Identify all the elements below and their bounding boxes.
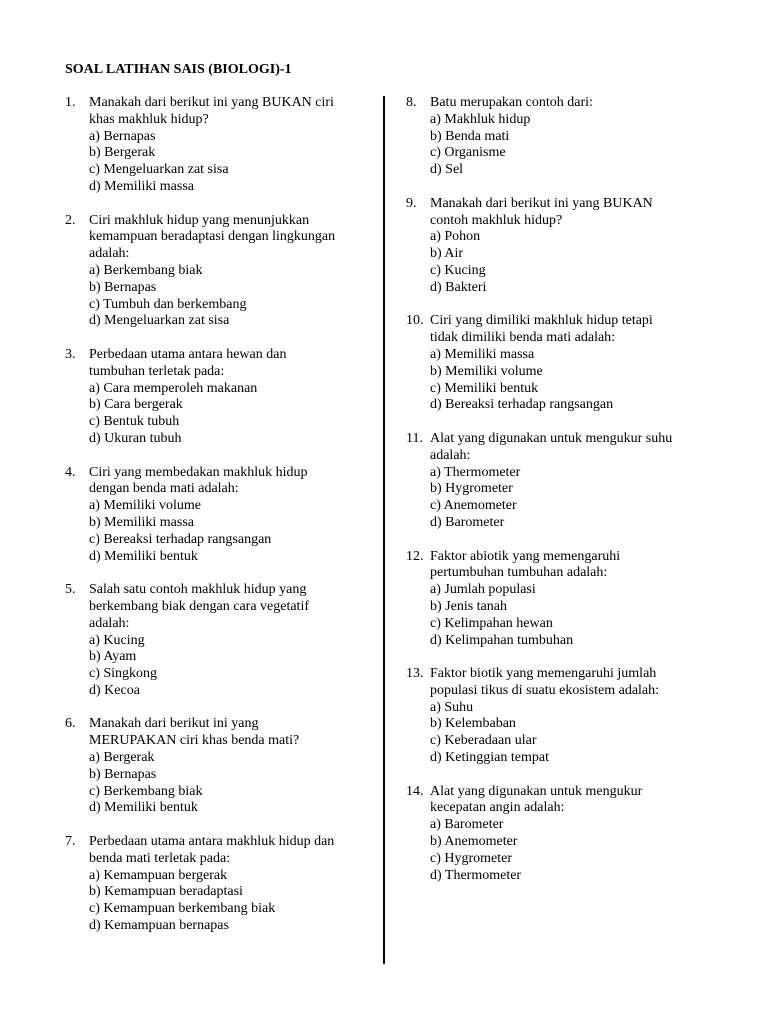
answer-option: c) Kucing: [430, 262, 486, 278]
answer-option: b) Cara bergerak: [89, 397, 183, 413]
question-number: 14.: [406, 783, 424, 799]
answer-option: c) Singkong: [89, 666, 158, 682]
answer-option: d) Kemampuan bernapas: [89, 918, 229, 934]
answer-option: d) Memiliki massa: [89, 178, 194, 194]
question-text: adalah:: [89, 615, 130, 631]
answer-option: b) Jenis tanah: [430, 598, 507, 614]
question-text: benda mati terletak pada:: [89, 850, 231, 866]
answer-option: b) Bergerak: [89, 145, 156, 161]
answer-option: d) Ketinggian tempat: [430, 750, 549, 766]
answer-option: d) Thermometer: [430, 867, 522, 883]
answer-option: a) Bernapas: [89, 128, 156, 144]
answer-option: c) Tumbuh dan berkembang: [89, 296, 247, 312]
question-item: [406, 784, 706, 885]
question-item: [65, 95, 370, 196]
question-text: Manakah dari berikut ini yang BUKAN ciri: [89, 95, 334, 110]
answer-option: b) Benda mati: [430, 128, 510, 144]
answer-option: a) Bergerak: [89, 750, 155, 766]
question-text: Salah satu contoh makhluk hidup yang: [89, 582, 307, 598]
right-column: [406, 95, 706, 901]
answer-option: d) Memiliki bentuk: [89, 548, 198, 564]
question-item: [406, 666, 706, 767]
question-text: contoh makhluk hidup?: [430, 212, 563, 228]
answer-option: a) Kucing: [89, 632, 145, 648]
question-text: populasi tikus di suatu ekosistem adalah:: [430, 682, 660, 698]
question-item: [65, 347, 370, 448]
answer-option: a) Pohon: [430, 229, 481, 245]
question-text: Alat yang digunakan untuk mengukur: [430, 783, 643, 799]
column-divider: [383, 96, 385, 964]
answer-option: c) Bentuk tubuh: [89, 414, 180, 430]
question-number: 1.: [65, 95, 76, 110]
answer-option: d) Bakteri: [430, 279, 487, 295]
answer-option: b) Hygrometer: [430, 481, 513, 497]
question-item: [406, 95, 706, 179]
question-number: 6.: [65, 716, 76, 732]
answer-option: a) Jumlah populasi: [430, 582, 536, 598]
answer-option: d) Bereaksi terhadap rangsangan: [430, 397, 614, 413]
question-item: [406, 549, 706, 650]
question-item: [406, 196, 706, 297]
answer-option: a) Suhu: [430, 699, 474, 715]
answer-option: b) Bernapas: [89, 279, 157, 295]
answer-option: d) Barometer: [430, 514, 505, 530]
question-text: Alat yang digunakan untuk mengukur suhu: [430, 430, 673, 446]
answer-option: d) Kelimpahan tumbuhan: [430, 632, 574, 648]
question-text: Perbedaan utama antara hewan dan: [89, 346, 287, 362]
answer-option: a) Kemampuan bergerak: [89, 867, 228, 883]
answer-option: d) Kecoa: [89, 682, 140, 698]
question-number: 5.: [65, 582, 76, 598]
question-number: 12.: [406, 548, 424, 564]
page-title: SOAL LATIHAN SAIS (BIOLOGI)-1: [65, 62, 292, 77]
question-text: pertumbuhan tumbuhan adalah:: [430, 565, 608, 581]
question-text: dengan benda mati adalah:: [89, 481, 239, 497]
answer-option: c) Kelimpahan hewan: [430, 615, 553, 631]
question-number: 10.: [406, 313, 424, 329]
question-text: Ciri yang membedakan makhluk hidup: [89, 464, 308, 480]
question-item: [65, 465, 370, 566]
question-text: adalah:: [89, 246, 130, 262]
answer-option: c) Hygrometer: [430, 850, 513, 866]
question-item: [406, 431, 706, 532]
answer-option: b) Ayam: [89, 649, 137, 665]
question-item: [406, 313, 706, 414]
answer-option: d) Sel: [430, 162, 464, 178]
question-text: Faktor abiotik yang memengaruhi: [430, 548, 621, 564]
question-item: [65, 213, 370, 331]
answer-option: b) Bernapas: [89, 766, 157, 782]
answer-option: c) Keberadaan ular: [430, 733, 537, 749]
question-text: Faktor biotik yang memengaruhi jumlah: [430, 666, 657, 682]
answer-option: a) Thermometer: [430, 464, 521, 480]
question-text: Ciri makhluk hidup yang menunjukkan: [89, 212, 310, 228]
question-number: 4.: [65, 464, 76, 480]
question-number: 3.: [65, 346, 76, 362]
answer-option: c) Bereaksi terhadap rangsangan: [89, 531, 272, 547]
answer-option: c) Anemometer: [430, 498, 517, 514]
question-text: Ciri yang dimiliki makhluk hidup tetapi: [430, 313, 653, 329]
left-column: [65, 95, 370, 952]
answer-option: d) Ukuran tubuh: [89, 430, 182, 446]
question-text: kemampuan beradaptasi dengan lingkungan: [89, 229, 336, 245]
answer-option: c) Organisme: [430, 145, 506, 161]
answer-option: d) Mengeluarkan zat sisa: [89, 313, 230, 329]
answer-option: a) Barometer: [430, 817, 504, 833]
question-number: 9.: [406, 195, 417, 211]
answer-option: c) Kemampuan berkembang biak: [89, 901, 276, 917]
question-text: khas makhluk hidup?: [89, 111, 209, 127]
question-text: tidak dimiliki benda mati adalah:: [430, 330, 616, 346]
question-item: [65, 716, 370, 817]
question-number: 2.: [65, 212, 76, 228]
question-text: Batu merupakan contoh dari:: [430, 95, 593, 110]
answer-option: b) Memiliki massa: [89, 514, 194, 530]
question-item: [65, 582, 370, 700]
question-text: MERUPAKAN ciri khas benda mati?: [89, 733, 300, 749]
question-text: adalah:: [430, 447, 471, 463]
answer-option: a) Memiliki massa: [430, 346, 535, 362]
answer-option: a) Berkembang biak: [89, 262, 203, 278]
answer-option: a) Makhluk hidup: [430, 111, 531, 127]
question-number: 13.: [406, 666, 424, 682]
answer-option: a) Memiliki volume: [89, 498, 201, 514]
question-text: tumbuhan terletak pada:: [89, 363, 225, 379]
answer-option: c) Berkembang biak: [89, 783, 203, 799]
answer-option: a) Cara memperoleh makanan: [89, 380, 258, 396]
answer-option: c) Mengeluarkan zat sisa: [89, 162, 229, 178]
answer-option: b) Kemampuan beradaptasi: [89, 884, 243, 900]
question-text: Manakah dari berikut ini yang: [89, 716, 259, 732]
answer-option: b) Anemometer: [430, 834, 518, 850]
answer-option: b) Air: [430, 246, 464, 262]
question-text: berkembang biak dengan cara vegetatif: [89, 598, 310, 614]
question-text: Perbedaan utama antara makhluk hidup dan: [89, 834, 335, 850]
question-number: 7.: [65, 834, 76, 850]
question-text: Manakah dari berikut ini yang BUKAN: [430, 195, 653, 211]
answer-option: d) Memiliki bentuk: [89, 800, 198, 816]
answer-option: c) Memiliki bentuk: [430, 380, 539, 396]
question-number: 8.: [406, 95, 417, 110]
answer-option: b) Kelembaban: [430, 716, 516, 732]
answer-option: b) Memiliki volume: [430, 363, 543, 379]
question-text: kecepatan angin adalah:: [430, 800, 565, 816]
question-number: 11.: [406, 430, 423, 446]
question-item: [65, 834, 370, 935]
